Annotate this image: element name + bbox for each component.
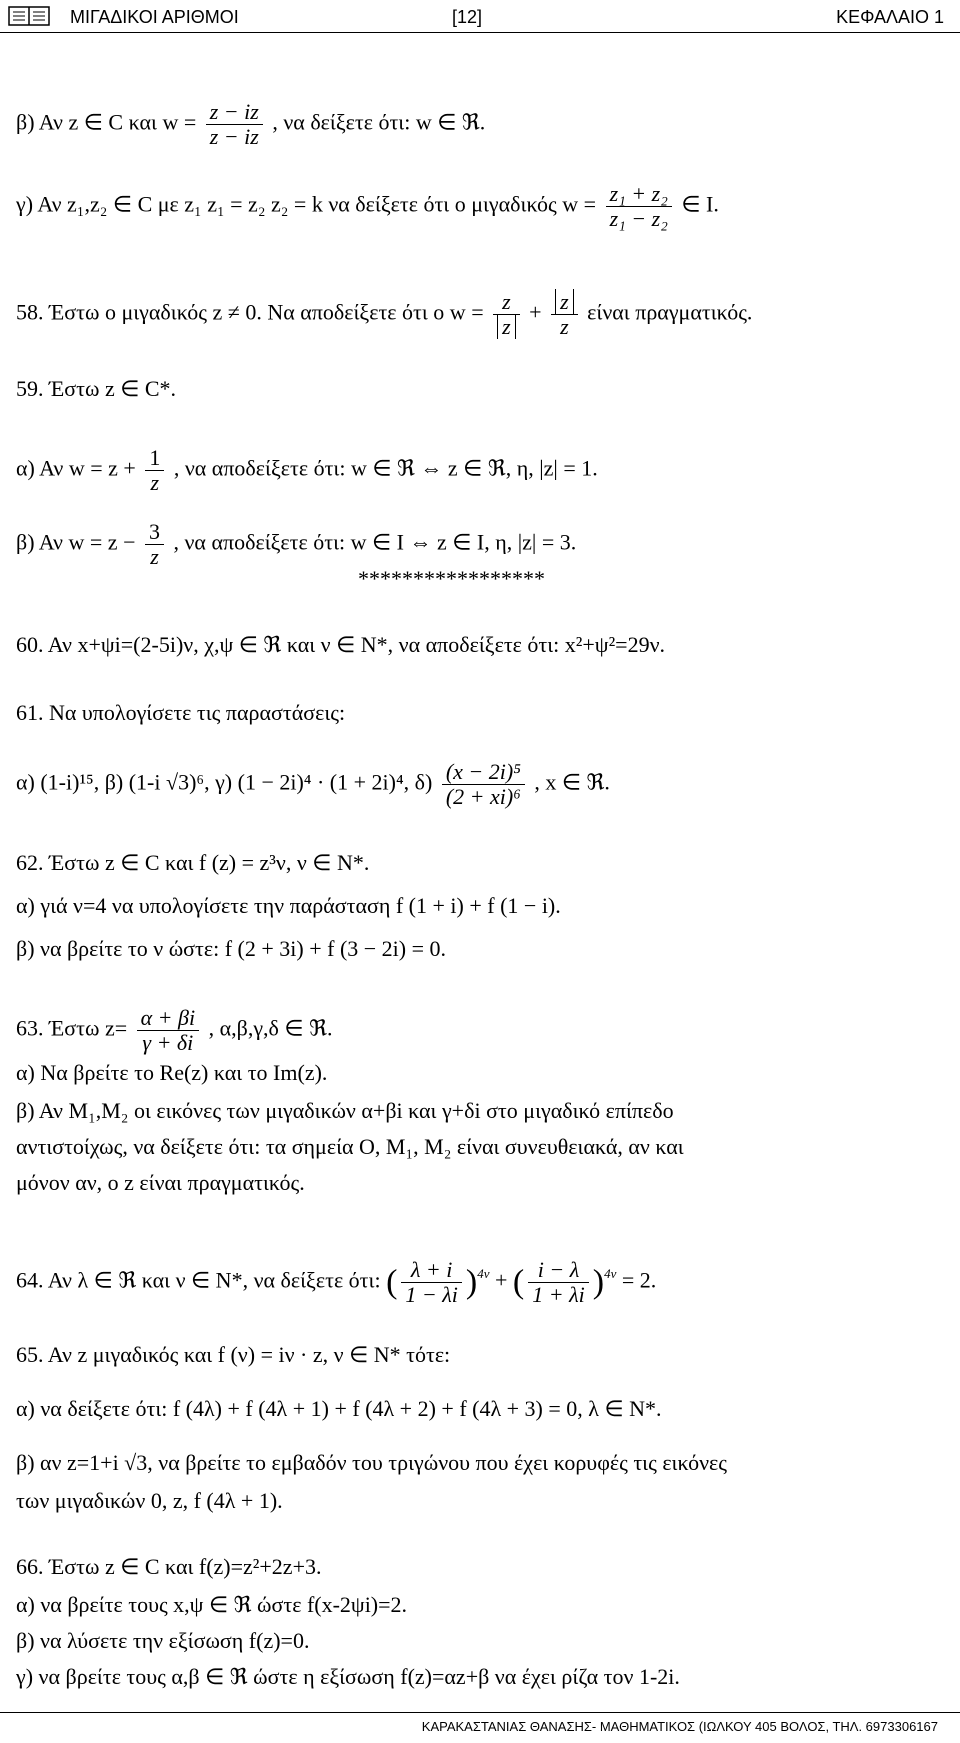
book-icon <box>8 4 50 33</box>
denominator: 1 − λi <box>405 1282 458 1307</box>
denominator: z − iz <box>209 124 259 149</box>
numerator: (x − 2i)⁵ <box>442 760 525 785</box>
text: , να αποδείξετε ότι: w ∈ I ⇔ z ∈ I, η, |z| = 3. <box>173 529 577 555</box>
numerator: z₁ + z₂ <box>606 182 672 207</box>
chapter-label: ΚΕΦΑΛΑΙΟ 1 <box>836 7 944 27</box>
numerator: z − iz <box>206 100 263 125</box>
separator-stars: ***************** <box>358 566 545 591</box>
text: 63. Έστω z= <box>16 1015 128 1041</box>
exercise-63b-line3: μόνον αν, ο z είναι πραγματικός. <box>16 1170 305 1195</box>
exercise-59: 59. Έστω z ∈ C*. <box>16 376 177 401</box>
exercise-66a: α) να βρείτε τους x,ψ ∈ ℜ ώστε f(x-2ψi)=2. <box>16 1592 408 1617</box>
fraction <box>137 1006 199 1055</box>
denominator: z <box>150 544 159 569</box>
header-title: ΜΙΓΑΔΙΚΟΙ ΑΡΙΘΜΟΙ <box>70 7 239 27</box>
numerator: 3 <box>145 520 164 545</box>
denominator: z <box>560 314 569 339</box>
fraction <box>528 1258 589 1307</box>
exercise-61-items <box>16 760 610 809</box>
exercise-64: 64. Αν λ ∈ ℜ και ν ∈ N*, να δείξετε ότι: ( $\frac{\lambda + i}{1 - \lambda i}$ )$^{4\nu}$ + ( $\frac{i - \lambda}{1 + \lambda i}$ )$^{4\nu}$ = 2. <box>16 1257 657 1307</box>
exercise-61: 61. Να υπολογίσετε τις παραστάσεις: <box>16 700 346 725</box>
text: , να δείξετε ότι: w ∈ ℜ. <box>272 109 486 135</box>
text: β) Αν z ∈ C και w = <box>16 109 202 135</box>
exercise-66b: β) να λύσετε την εξίσωση f(z)=0. <box>16 1628 310 1653</box>
denominator: z <box>497 314 516 339</box>
page-header <box>0 4 960 33</box>
text: είναι πραγματικός. <box>587 299 753 325</box>
exercise-65a: α) να δείξετε ότι: f (4λ) + f (4λ + 1) + f (4λ + 2) + f (4λ + 3) = 0, λ ∈ N*. <box>16 1396 662 1421</box>
exercise-66c: γ) να βρείτε τους α,β ∈ ℜ ώστε η εξίσωση f(z)=αz+β να έχει ρίζα τον 1-2i. <box>16 1664 680 1689</box>
exercise-59a <box>16 446 598 495</box>
exercise-65: 65. Αν z μιγαδικός και f (ν) = iν · z, ν ∈ N* τότε: <box>16 1342 451 1367</box>
exercise-65b-line2: των μιγαδικών 0, z, f (4λ + 1). <box>16 1488 283 1513</box>
exponent: 4ν <box>604 1265 617 1281</box>
exercise-62a: α) γιά ν=4 να υπολογίσετε την παράσταση f (1 + i) + f (1 − i). <box>16 893 561 918</box>
denominator: z₁ − z₂ <box>609 206 668 231</box>
exercise-66: 66. Έστω z ∈ C και f(z)=z²+2z+3. <box>16 1554 322 1579</box>
exercise-63 <box>16 1006 332 1055</box>
numerator: z <box>555 289 574 314</box>
exercise-b-line <box>16 100 485 149</box>
text: , x ∈ ℜ. <box>534 769 610 795</box>
numerator: λ + i <box>401 1258 462 1283</box>
numerator: z <box>493 290 520 315</box>
fraction <box>551 290 578 339</box>
fraction <box>145 520 164 569</box>
text: α) (1-i)¹⁵, β) (1-i √3)⁶, γ) (1 − 2i)⁴ · (1 + 2i)⁴, δ) <box>16 769 433 795</box>
text: 58. Έστω ο μιγαδικός z ≠ 0. Να αποδείξετε ότι ο w = <box>16 299 484 325</box>
exponent: 4ν <box>477 1265 490 1281</box>
fraction <box>493 290 520 339</box>
exercise-65b-line1: β) αν z=1+i √3, να βρείτε το εμβαδόν του τριγώνου που έχει κορυφές τις εικόνες <box>16 1450 727 1475</box>
denominator: 1 + λi <box>532 1282 585 1307</box>
footer-text: ΚΑΡΑΚΑΣΤΑΝΙΑΣ ΘΑΝΑΣΗΣ- ΜΑΘΗΜΑΤΙΚΟΣ (ΙΩΛΚΟΥ 405 ΒΟΛΟΣ, ΤΗΛ. 6973306167 <box>421 1719 938 1734</box>
exercise-63b-line2: αντιστοίχως, να δείξετε ότι: τα σημεία Ο, Μ₁, Μ₂ είναι συνευθειακά, αν και <box>16 1134 684 1159</box>
exercise-59b <box>16 520 576 569</box>
fraction <box>206 100 263 149</box>
text: γ) Αν z₁,z₂ ∈ C με z₁ z₁ = z₂ z₂ = k να δείξετε ότι ο μιγαδικός w = <box>16 191 597 217</box>
fraction <box>442 760 525 809</box>
fraction <box>145 446 164 495</box>
text: α) Αν w = z + <box>16 455 136 481</box>
denominator: γ + δi <box>142 1030 194 1055</box>
text: 64. Αν λ ∈ ℜ και ν ∈ N*, να δείξετε ότι: <box>16 1267 381 1293</box>
text: , α,β,γ,δ ∈ ℜ. <box>208 1015 333 1041</box>
text: β) Αν w = z − <box>16 529 136 555</box>
exercise-62: 62. Έστω z ∈ C και f (z) = z³ν, ν ∈ N*. <box>16 850 370 875</box>
exercise-63b-line1: β) Αν Μ₁,Μ₂ οι εικόνες των μιγαδικών α+βi και γ+δi στο μιγαδικό επίπεδο <box>16 1098 674 1123</box>
text: ∈ I. <box>681 191 719 217</box>
denominator: (2 + xi)⁶ <box>445 784 521 809</box>
text: = 2. <box>621 1267 657 1293</box>
exercise-62b: β) να βρείτε το ν ώστε: f (2 + 3i) + f (3 − 2i) = 0. <box>16 936 447 961</box>
page-number: [12] <box>452 7 483 27</box>
exercise-63a: α) Να βρείτε το Re(z) και το Im(z). <box>16 1060 328 1085</box>
exercise-58: 58. Έστω ο μιγαδικός z ≠ 0. Να αποδείξετε ότι ο w = $\frac{z}{z}$ + $\frac{z}{z}$ είναι πραγματικός. <box>16 289 753 339</box>
numerator: 1 <box>145 446 164 471</box>
numerator: α + βi <box>137 1006 199 1031</box>
exercise-60: 60. Αν x+ψi=(2-5i)ν, χ,ψ ∈ ℜ και ν ∈ N*, να αποδείξετε ότι: x²+ψ²=29ν. <box>16 632 666 657</box>
denominator: z <box>150 470 160 495</box>
text: , να αποδείξετε ότι: w ∈ ℜ ⇔ z ∈ ℜ, η, |z| = 1. <box>173 455 598 481</box>
page-footer <box>0 1712 960 1734</box>
fraction <box>401 1258 462 1307</box>
exercise-g-line <box>16 182 719 231</box>
fraction <box>606 182 672 231</box>
numerator: i − λ <box>528 1258 589 1283</box>
